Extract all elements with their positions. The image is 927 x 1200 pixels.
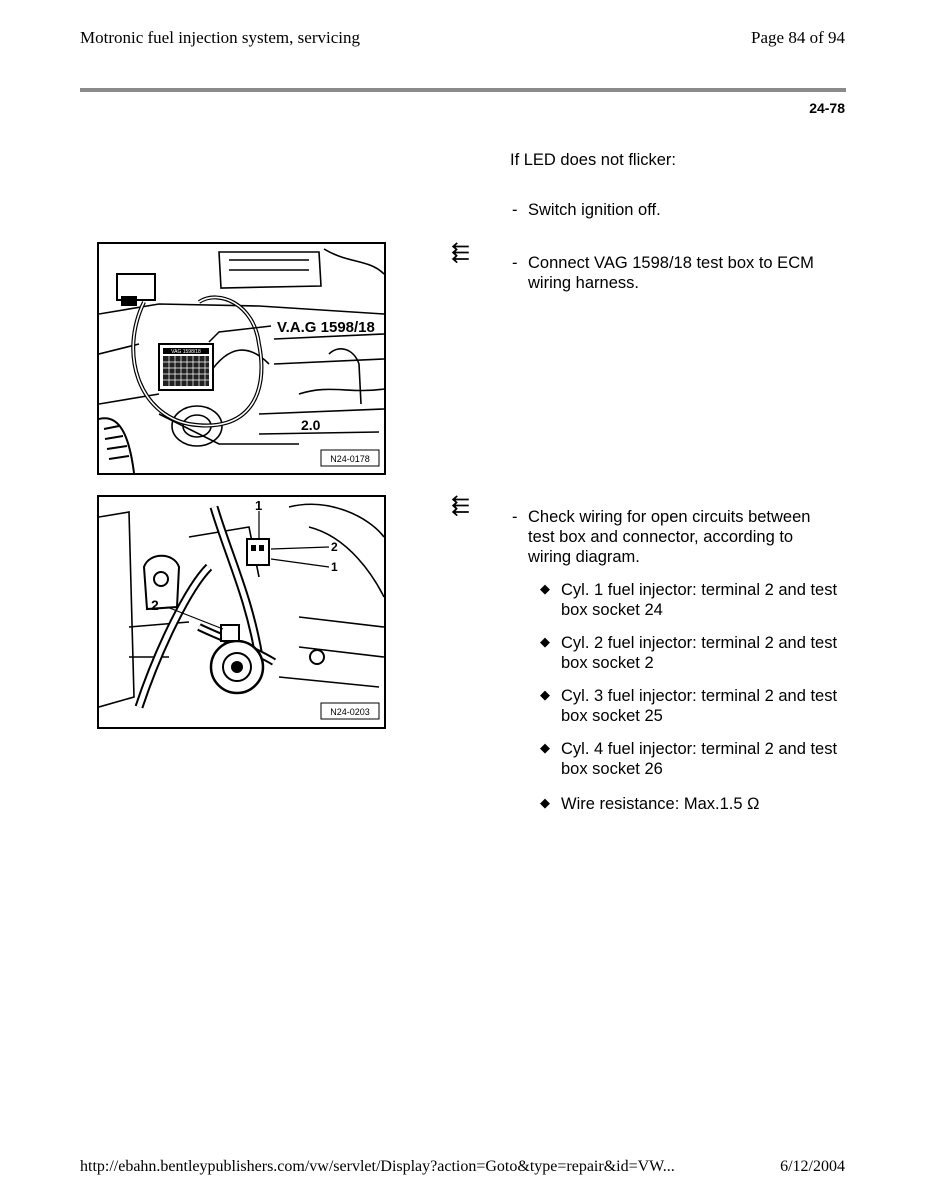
step-text: Connect VAG 1598/18 test box to ECM wiring harness.: [528, 254, 814, 292]
figure-code: N24-0203: [330, 707, 370, 717]
bullet-text: Cyl. 4 fuel injector: terminal 2 and test box socket 26: [561, 740, 838, 778]
step-item: [512, 253, 832, 293]
bullet-item: [540, 633, 840, 673]
callout-1-right: 1: [331, 560, 338, 574]
bullet-text: Wire resistance: Max.1.5 Ω: [561, 795, 760, 813]
diamond-bullet-icon: ◆: [540, 795, 550, 810]
bullet-text: Cyl. 3 fuel injector: terminal 2 and test box socket 25: [561, 687, 838, 725]
step-dash: -: [512, 201, 518, 219]
bullet-item: [540, 580, 840, 620]
diamond-bullet-icon: ◆: [540, 687, 550, 702]
diamond-bullet-icon: ◆: [540, 740, 550, 755]
document-title: Motronic fuel injection system, servicing: [80, 28, 360, 47]
footer-date: 6/12/2004: [780, 1158, 845, 1175]
tool-label: V.A.G 1598/18: [277, 319, 375, 336]
figure-injector-wiring: [97, 495, 386, 729]
engine-mark: 2.0: [301, 417, 321, 433]
figure-code: N24-0178: [330, 454, 370, 464]
diamond-bullet-icon: ◆: [540, 634, 550, 649]
step-item: [512, 507, 812, 567]
step-dash: -: [512, 508, 518, 526]
step-text: Switch ignition off.: [528, 201, 661, 219]
test-box-label: VAG 1598/18: [171, 349, 201, 355]
callout-2-left: 2: [151, 597, 159, 613]
arrow-left-icon: ⬱: [451, 495, 470, 515]
engine-bay-illustration: [99, 244, 384, 473]
arrow-left-icon: ⬱: [451, 242, 470, 262]
footer-url[interactable]: http://ebahn.bentleypublishers.com/vw/servlet/Display?action=Goto&type=repair&id=VW...: [80, 1158, 675, 1175]
bullet-item: [540, 686, 840, 726]
diamond-bullet-icon: ◆: [540, 581, 550, 596]
bullet-text: Cyl. 1 fuel injector: terminal 2 and test box socket 24: [561, 581, 838, 619]
bullet-item: [540, 794, 840, 814]
intro-text: If LED does not flicker:: [510, 151, 676, 169]
section-number: 24-78: [809, 100, 845, 116]
page-number: Page 84 of 94: [751, 28, 845, 47]
step-text: Check wiring for open circuits between test box and connector, according to wiring diagram.: [528, 508, 811, 566]
bullet-text: Cyl. 2 fuel injector: terminal 2 and test box socket 2: [561, 634, 838, 672]
bullet-item: [540, 739, 840, 779]
step-item: [512, 200, 832, 220]
callout-1-top: 1: [255, 498, 263, 513]
header-rule: [80, 88, 846, 92]
callout-2-right: 2: [331, 540, 338, 554]
step-dash: -: [512, 254, 518, 272]
figure-test-box-connection: [97, 242, 386, 475]
injector-illustration: [99, 497, 384, 727]
